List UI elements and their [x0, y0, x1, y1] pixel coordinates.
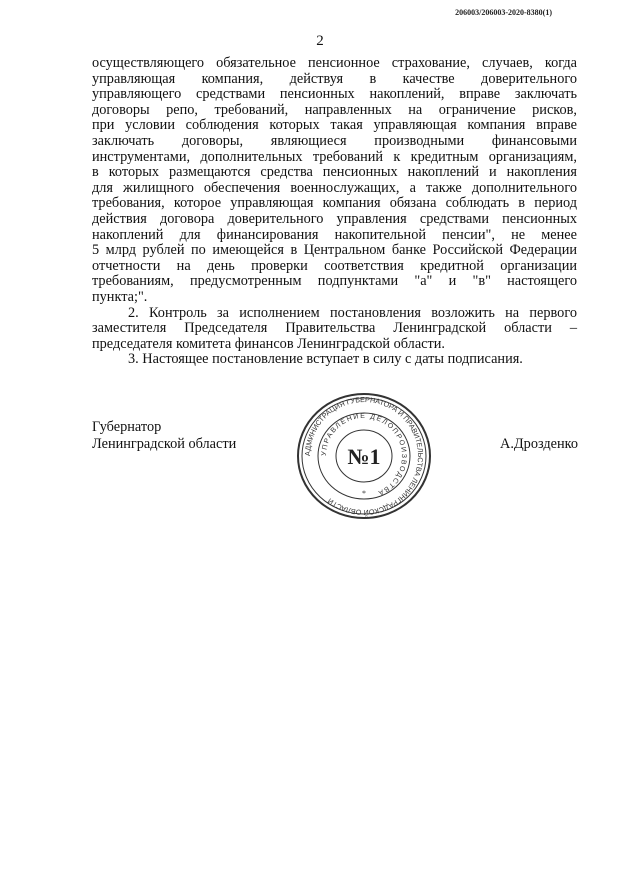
text-line: накоплений для финансирования накопительной пенсии", не менее [92, 226, 577, 243]
text-line: отчетности на день проверки соответствия кредитной организации [92, 257, 577, 274]
signatory-title-line1: Губернатор [92, 419, 162, 435]
text-line: действия договора доверительного управления средствами пенсионных [92, 210, 577, 227]
text-line: заключать договоры, являющиеся производными финансовыми [92, 132, 577, 149]
text-line: 5 млрд рублей по имеющейся в Центральном банке Российской Федерации [92, 242, 577, 259]
document-id: 206003/206003-2020-8380(1) [455, 8, 552, 17]
text-line: заместителя Председателя Правительства Ленинградской области – [92, 320, 577, 337]
paragraph-1 [92, 56, 577, 306]
text-line: для жилищного обеспечения военнослужащих, а также дополнительного [92, 179, 577, 196]
paragraph-2 [92, 306, 577, 353]
official-seal [296, 392, 432, 520]
seal-number: №1 [347, 444, 381, 469]
seal-outer-ring-path: АДМИНИСТРАЦИЯ ГУБЕРНАТОРА И ПРАВИТЕЛЬСТВА ЛЕНИНГРАДСКОЙ ОБЛАСТИ [302, 394, 426, 518]
text-line: в которых размещаются средства пенсионных накоплений и накопления [92, 164, 577, 181]
text-line: договоры репо, требований, направленных на ограничение рисков, [92, 101, 577, 118]
text-line: 2. Контроль за исполнением постановления возложить на первого [128, 304, 577, 321]
text-line: требования, которое управляющая компания обязана соблюдать в период [92, 195, 577, 212]
signatory-title-line2: Ленинградской области [92, 436, 237, 452]
text-line: при условии соблюдения которых такая управляющая компания вправе [92, 117, 577, 134]
text-line: председателя комитета финансов Ленинградской области. [92, 335, 445, 352]
seal-star-icon: * [362, 489, 366, 498]
text-line: требованиям, предусмотренным подпунктами "а" и "в" настоящего [92, 273, 577, 290]
paragraph-3 [92, 352, 577, 368]
signatory-title [92, 419, 236, 453]
text-line: 3. Настоящее постановление вступает в силу с даты подписания. [128, 351, 523, 368]
text-line: осуществляющего обязательное пенсионное страхование, случаев, когда [92, 55, 577, 71]
page-number: 2 [316, 33, 324, 49]
signatory-name: А.Дрозденко [500, 436, 578, 452]
text-line: управляющего средствами пенсионных накоплений, вправе заключать [92, 86, 577, 103]
text-line: инструментами, дополнительных требований к кредитным организациям, [92, 148, 577, 165]
document-body [92, 56, 577, 368]
seal-inner-ring-path: УПРАВЛЕНИЕ ДЕЛОПРОИЗВОДСТВА [320, 412, 408, 497]
text-line: управляющая компания, действуя в качестве доверительного [92, 70, 577, 87]
text-line: пункта;". [92, 288, 148, 305]
